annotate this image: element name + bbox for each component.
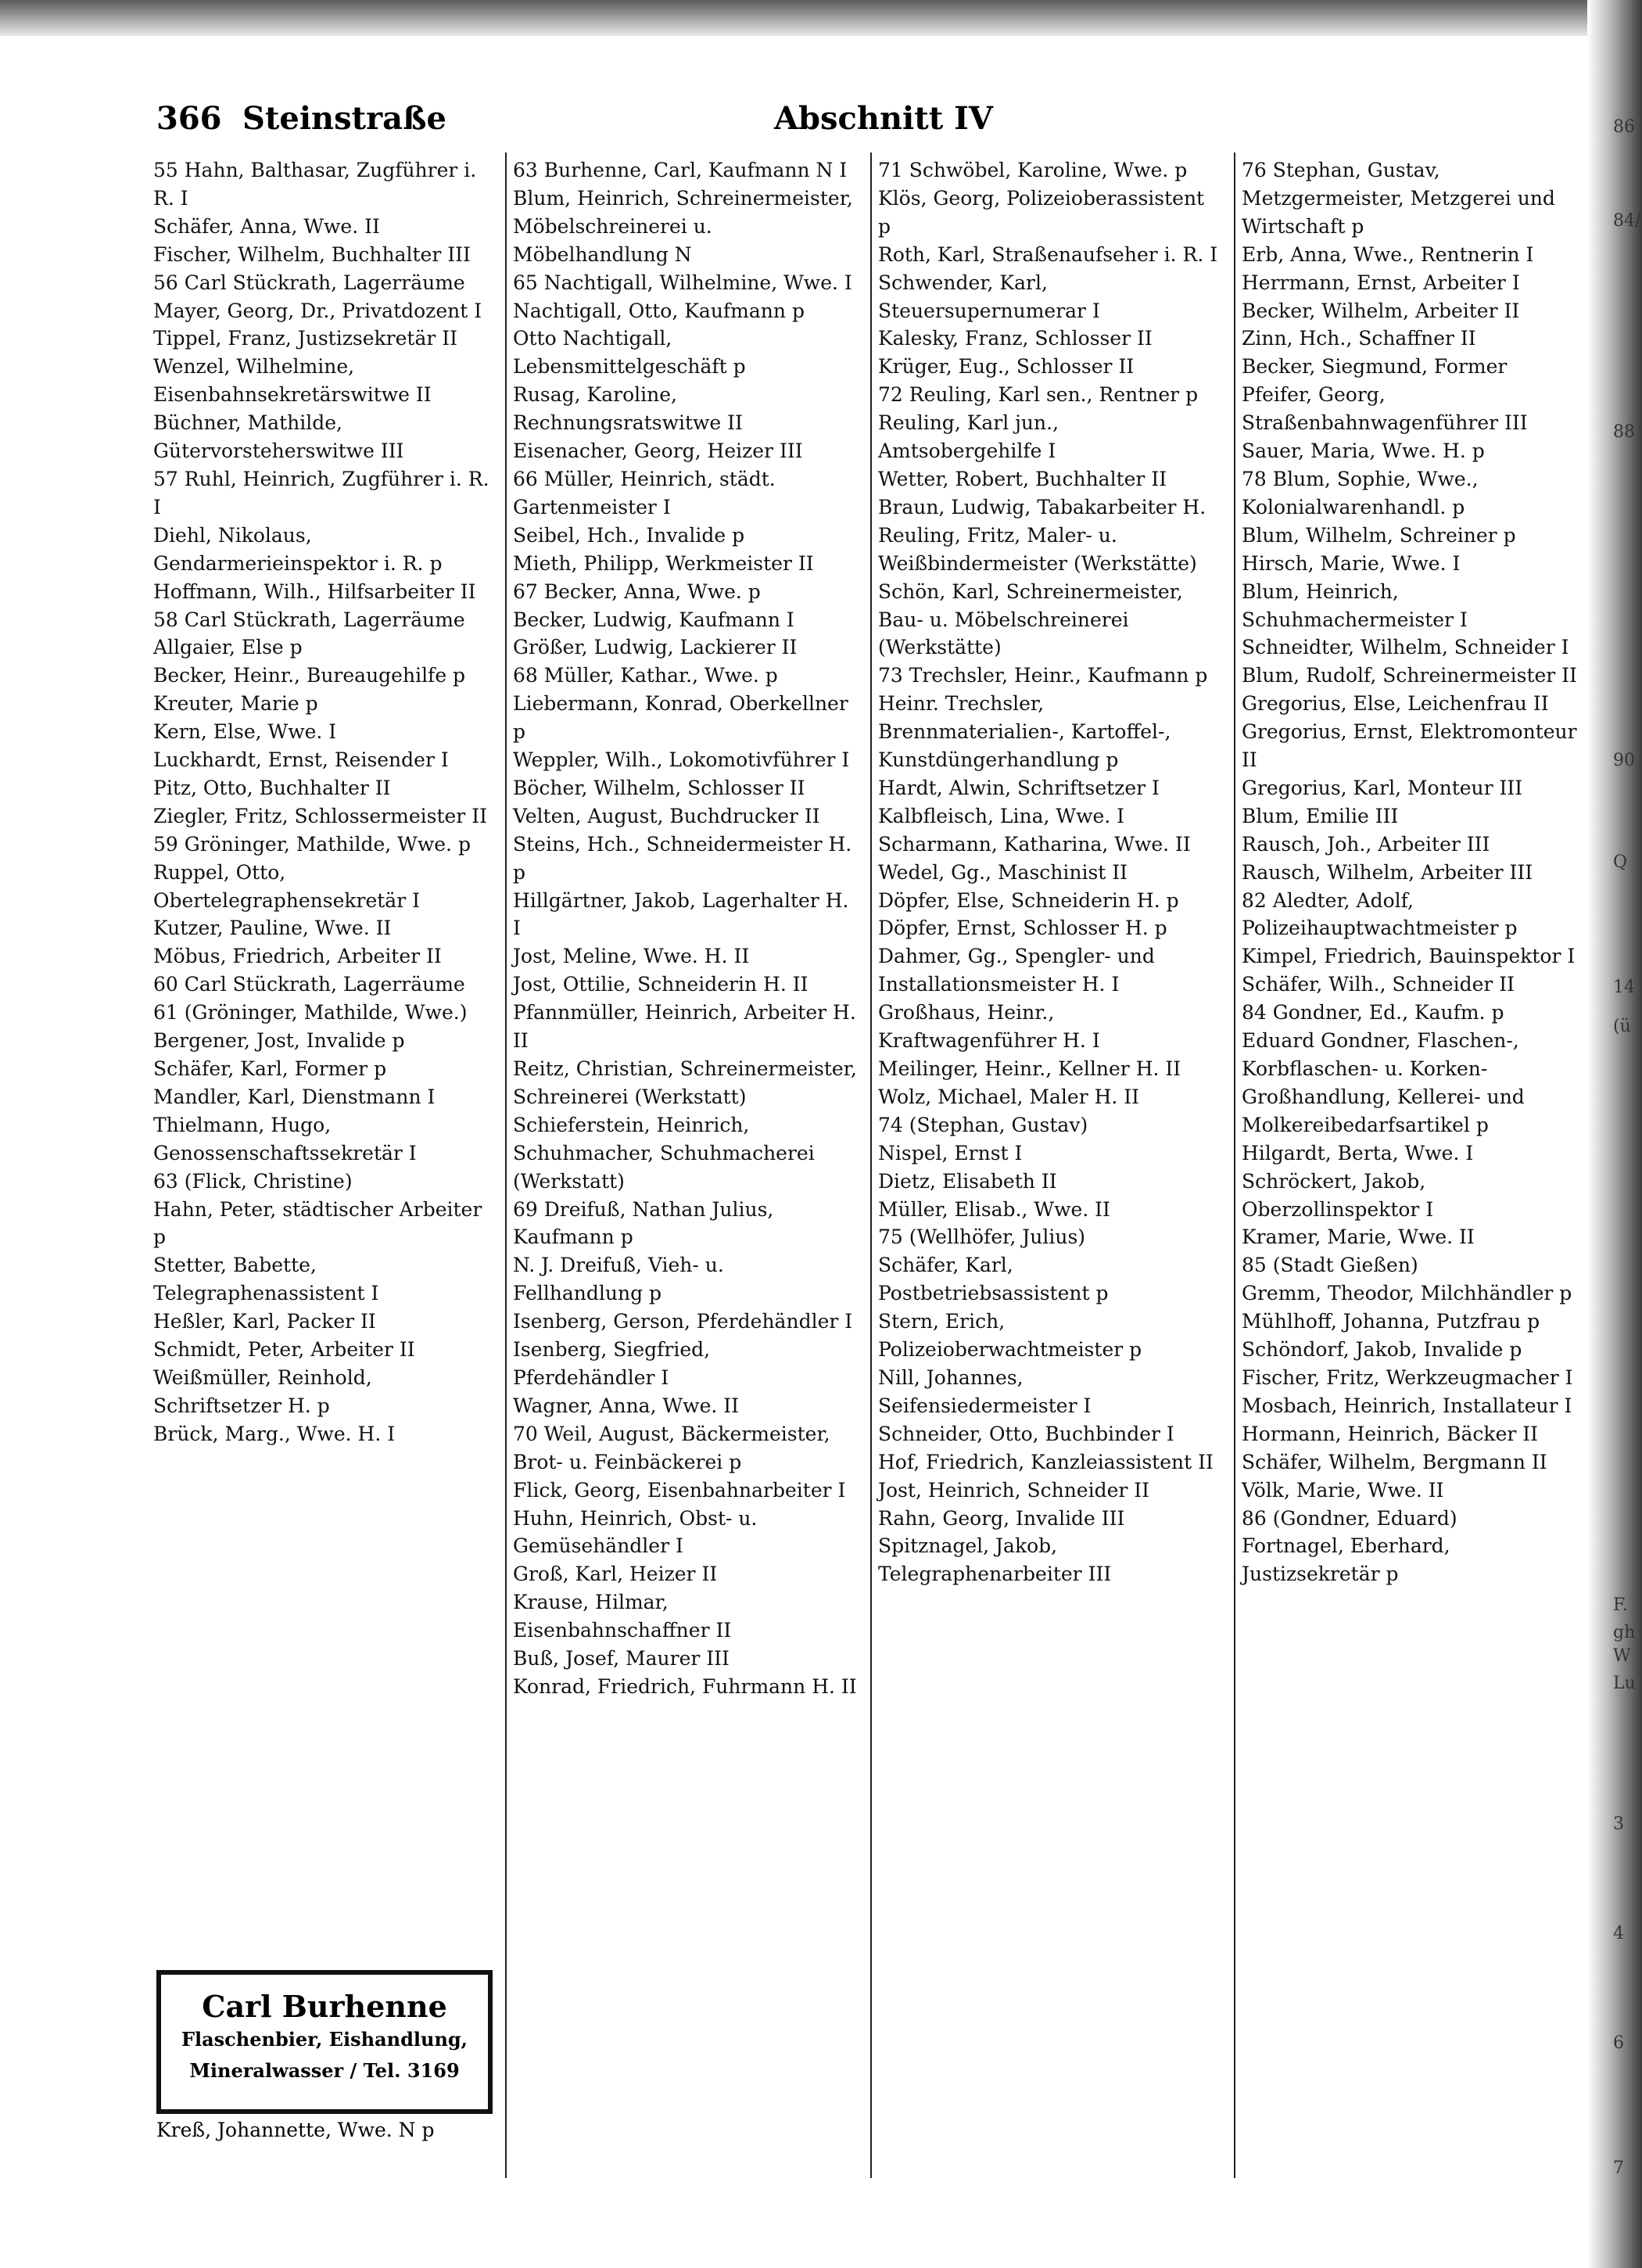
directory-entry: Tippel, Franz, Justizsekretär II [153, 327, 458, 350]
directory-entry: Zinn, Hch., Schaffner II [1242, 327, 1476, 350]
margin-fragment: (ü [1613, 1017, 1631, 1036]
directory-entry: Kimpel, Friedrich, Bauinspektor I [1242, 945, 1576, 968]
directory-entry: Liebermann, Konrad, Oberkellner p [513, 692, 848, 744]
directory-entry: Spitznagel, Jakob, Telegraphenarbeiter III [878, 1534, 1112, 1586]
directory-entry: Sauer, Maria, Wwe. H. p [1242, 440, 1485, 463]
directory-entry: Weißmüller, Reinhold, Schriftsetzer H. p [153, 1365, 372, 1417]
directory-entry: 74 (Stephan, Gustav) [878, 1113, 1088, 1136]
directory-entry: Schäfer, Anna, Wwe. II [153, 214, 380, 238]
ad-line-1: Flaschenbier, Eishandlung, [181, 2028, 468, 2051]
directory-entry: Otto Nachtigall, Lebensmittelgeschäft p [513, 327, 746, 379]
directory-entry: Hillgärtner, Jakob, Lagerhalter H. I [513, 888, 849, 940]
directory-entry: Jost, Meline, Wwe. H. II [513, 945, 750, 968]
margin-fragment: 86 [1613, 117, 1635, 137]
directory-entry: Isenberg, Siegfried, Pferdehändler I [513, 1338, 711, 1389]
directory-entry: Schäfer, Wilh., Schneider II [1242, 973, 1515, 996]
directory-entry: Blum, Wilhelm, Schreiner p [1242, 523, 1516, 547]
directory-entry: Krause, Hilmar, Eisenbahnschaffner II [513, 1591, 732, 1642]
directory-column-2 [513, 156, 857, 1701]
directory-entry: Flick, Georg, Eisenbahnarbeiter I [513, 1478, 846, 1502]
directory-entry: 76 Stephan, Gustav, Metzgermeister, Metzgerei und Wirtschaft p [1242, 159, 1555, 238]
directory-entry: Blum, Emilie III [1242, 804, 1399, 827]
advertisement-box [156, 1970, 493, 2114]
directory-entry: Bergener, Jost, Invalide p [153, 1029, 405, 1053]
directory-entry: Brück, Marg., Wwe. H. I [153, 1422, 396, 1445]
margin-fragment: W [1613, 1646, 1631, 1666]
directory-entry: Schäfer, Wilhelm, Bergmann II [1242, 1450, 1547, 1473]
directory-entry: Kalbfleisch, Lina, Wwe. I [878, 804, 1125, 827]
directory-entry: Ziegler, Fritz, Schlossermeister II [153, 804, 487, 827]
page-header [156, 100, 1228, 147]
directory-entry: Schöndorf, Jakob, Invalide p [1242, 1338, 1522, 1362]
directory-entry: Blum, Heinrich, Schreinermeister, Möbelschreinerei u. Möbelhandlung N [513, 186, 853, 266]
directory-entry: Thielmann, Hugo, Genossenschaftssekretär I [153, 1113, 417, 1165]
directory-entry: Erb, Anna, Wwe., Rentnerin I [1242, 242, 1534, 266]
directory-entry: N. J. Dreifuß, Vieh- u. Fellhandlung p [513, 1254, 724, 1305]
directory-entry: 78 Blum, Sophie, Wwe., Kolonialwarenhandl. p [1242, 467, 1479, 519]
directory-entry: Allgaier, Else p [153, 636, 303, 659]
directory-entry: Mieth, Philipp, Werkmeister II [513, 551, 814, 575]
directory-entry: Dahmer, Gg., Spengler- und Installationsmeister H. I [878, 945, 1155, 996]
directory-entry: Ruppel, Otto, Obertelegraphensekretär I [153, 860, 420, 912]
directory-entry: Büchner, Mathilde, Gütervorsteherswitwe III [153, 411, 404, 463]
directory-entry: Hof, Friedrich, Kanzleiassistent II [878, 1450, 1214, 1473]
directory-entry: Nispel, Ernst I [878, 1141, 1023, 1165]
directory-entry: Blum, Rudolf, Schreinermeister II [1242, 664, 1577, 687]
directory-entry: Eduard Gondner, Flaschen-, Korbflaschen- u. Korken-Großhandlung, Kellerei- und Molkereibedarfsartikel p [1242, 1029, 1525, 1136]
directory-entry: Mühlhoff, Johanna, Putzfrau p [1242, 1310, 1540, 1333]
directory-entry: 63 Burhenne, Carl, Kaufmann N I [513, 159, 848, 181]
directory-entry: 66 Müller, Heinrich, städt. Gartenmeister I [513, 467, 776, 519]
directory-entry: 61 (Gröninger, Mathilde, Wwe.) [153, 1001, 468, 1025]
directory-entry: Reitz, Christian, Schreinermeister, Schreinerei (Werkstatt) [513, 1057, 857, 1108]
directory-entry: 70 Weil, August, Bäckermeister, Brot- u. Feinbäckerei p [513, 1422, 830, 1473]
directory-entry: Kutzer, Pauline, Wwe. II [153, 917, 392, 940]
directory-entry: Eisenacher, Georg, Heizer III [513, 440, 803, 463]
directory-entry: Reuling, Fritz, Maler- u. Weißbindermeister (Werkstätte) [878, 523, 1197, 575]
directory-entry: Großhaus, Heinr., Kraftwagenführer H. I [878, 1001, 1100, 1053]
directory-entry: Diehl, Nikolaus, Gendarmerieinspektor i. R. p [153, 523, 443, 575]
margin-fragment: 4 [1613, 1924, 1624, 1943]
directory-entry: Schön, Karl, Schreinermeister, Bau- u. Möbelschreinerei (Werkstätte) [878, 580, 1183, 659]
directory-entry: Schäfer, Karl, Postbetriebsassistent p [878, 1254, 1109, 1305]
directory-entry: Braun, Ludwig, Tabakarbeiter H. [878, 495, 1206, 519]
directory-entry: Wolz, Michael, Maler H. II [878, 1085, 1140, 1108]
directory-entry: 60 Carl Stückrath, Lagerräume [153, 973, 465, 996]
margin-fragment: 7 [1613, 2159, 1624, 2178]
directory-entry: 82 Aledter, Adolf, Polizeihauptwachtmeister p [1242, 888, 1518, 940]
directory-entry: Nachtigall, Otto, Kaufmann p [513, 299, 805, 322]
directory-entry: Hoffmann, Wilh., Hilfsarbeiter II [153, 580, 476, 603]
directory-entry: 71 Schwöbel, Karoline, Wwe. p [878, 159, 1188, 181]
directory-entry: Gremm, Theodor, Milchhändler p [1242, 1282, 1572, 1305]
directory-entry: Schwender, Karl, Steuersupernumerar I [878, 271, 1100, 322]
directory-entry: Wenzel, Wilhelmine, Eisenbahnsekretärswitwe II [153, 355, 432, 407]
directory-entry: Hormann, Heinrich, Bäcker II [1242, 1422, 1539, 1445]
directory-entry: Völk, Marie, Wwe. II [1242, 1478, 1444, 1502]
directory-entry: Schieferstein, Heinrich, Schuhmacher, Schuhmacherei (Werkstatt) [513, 1113, 815, 1193]
directory-entry: Größer, Ludwig, Lackierer II [513, 636, 798, 659]
directory-entry: 63 (Flick, Christine) [153, 1169, 353, 1193]
directory-entry: 67 Becker, Anna, Wwe. p [513, 580, 761, 603]
directory-entry: Becker, Siegmund, Former [1242, 355, 1508, 379]
directory-entry: 58 Carl Stückrath, Lagerräume [153, 608, 465, 631]
directory-entry: 65 Nachtigall, Wilhelmine, Wwe. I [513, 271, 852, 294]
directory-entry: Klös, Georg, Polizeioberassistent p [878, 186, 1205, 238]
directory-entry: Wetter, Robert, Buchhalter II [878, 467, 1167, 490]
directory-entry: 85 (Stadt Gießen) [1242, 1254, 1418, 1277]
margin-fragment: 3 [1613, 1814, 1624, 1834]
directory-entry: Becker, Heinr., Bureaugehilfe p [153, 664, 466, 687]
directory-entry: Rusag, Karoline, Rechnungsratswitwe II [513, 383, 743, 435]
directory-entry: Kramer, Marie, Wwe. II [1242, 1226, 1475, 1249]
directory-entry: Rausch, Joh., Arbeiter III [1242, 832, 1490, 856]
directory-entry: Böcher, Wilhelm, Schlosser II [513, 776, 805, 799]
directory-entry: Weppler, Wilh., Lokomotivführer I [513, 748, 850, 772]
directory-entry: Schmidt, Peter, Arbeiter II [153, 1338, 415, 1362]
directory-entry: Möbus, Friedrich, Arbeiter II [153, 945, 442, 968]
directory-entry: Becker, Wilhelm, Arbeiter II [1242, 299, 1520, 322]
directory-entry: 55 Hahn, Balthasar, Zugführer i. R. I [153, 159, 477, 210]
directory-entry: Buß, Josef, Maurer III [513, 1647, 730, 1670]
margin-fragment: 88 [1613, 422, 1635, 442]
margin-fragment: F. [1613, 1595, 1628, 1615]
directory-entry: 68 Müller, Kathar., Wwe. p [513, 664, 778, 687]
directory-entry: Luckhardt, Ernst, Reisender I [153, 748, 449, 772]
column-divider [870, 153, 872, 2178]
street-name: Steinstraße [242, 100, 446, 137]
directory-entry: Steins, Hch., Schneidermeister H. p [513, 832, 852, 884]
margin-fragment: 84/ [1613, 211, 1641, 231]
directory-column-4 [1242, 156, 1586, 1588]
page-number: 366 [156, 100, 222, 137]
directory-entry: Reuling, Karl jun., Amtsobergehilfe I [878, 411, 1059, 463]
directory-entry: Nill, Johannes, Seifensiedermeister I [878, 1365, 1092, 1417]
directory-entry: Meilinger, Heinr., Kellner H. II [878, 1057, 1181, 1080]
directory-entry: Kalesky, Franz, Schlosser II [878, 327, 1153, 350]
directory-entry: Gregorius, Karl, Monteur III [1242, 776, 1523, 799]
directory-entry: 84 Gondner, Ed., Kaufm. p [1242, 1001, 1504, 1025]
directory-entry: Stern, Erich, Polizeioberwachtmeister p [878, 1310, 1142, 1362]
directory-entry: Kern, Else, Wwe. I [153, 720, 337, 744]
ad-company-name: Carl Burhenne [202, 1989, 447, 2024]
directory-entry: Heßler, Karl, Packer II [153, 1310, 376, 1333]
margin-fragment: 14 [1613, 978, 1635, 997]
directory-entry: Schröckert, Jakob, Oberzollinspektor I [1242, 1169, 1434, 1221]
directory-entry: 57 Ruhl, Heinrich, Zugführer i. R. I [153, 467, 489, 519]
margin-fragment: Q [1613, 852, 1628, 872]
directory-entry: Groß, Karl, Heizer II [513, 1563, 718, 1586]
directory-entry: Heinr. Trechsler, Brennmaterialien-, Kartoffel-, Kunstdüngerhandlung p [878, 692, 1171, 772]
directory-entry: Hilgardt, Berta, Wwe. I [1242, 1141, 1474, 1165]
directory-entry: Schneider, Otto, Buchbinder I [878, 1422, 1174, 1445]
directory-entry: Roth, Karl, Straßenaufseher i. R. I [878, 242, 1218, 266]
directory-entry: Schneidter, Wilhelm, Schneider I [1242, 636, 1569, 659]
directory-entry: Mandler, Karl, Dienstmann I [153, 1085, 436, 1108]
directory-entry: Mosbach, Heinrich, Installateur I [1242, 1394, 1572, 1417]
ad-line-2: Mineralwasser / Tel. 3169 [189, 2059, 460, 2082]
directory-entry: Gregorius, Ernst, Elektromonteur II [1242, 720, 1577, 772]
page-top-edge [0, 0, 1642, 36]
directory-entry: Krüger, Eug., Schlosser II [878, 355, 1135, 379]
directory-entry: Velten, August, Buchdrucker II [513, 804, 820, 827]
directory-entry: 59 Gröninger, Mathilde, Wwe. p [153, 832, 471, 856]
column-divider [505, 153, 507, 2178]
directory-entry: Pfeifer, Georg, Straßenbahnwagenführer III [1242, 383, 1528, 435]
directory-entry: Hardt, Alwin, Schriftsetzer I [878, 776, 1160, 799]
directory-entry: Rausch, Wilhelm, Arbeiter III [1242, 860, 1533, 884]
directory-entry: Seibel, Hch., Invalide p [513, 523, 745, 547]
directory-entry: Herrmann, Ernst, Arbeiter I [1242, 271, 1520, 294]
directory-entry: Scharmann, Katharina, Wwe. II [878, 832, 1191, 856]
directory-entry: Pfannmüller, Heinrich, Arbeiter H. II [513, 1001, 856, 1053]
directory-entry: Stetter, Babette, Telegraphenassistent I [153, 1254, 379, 1305]
directory-entry: Blum, Heinrich, Schuhmachermeister I [1242, 580, 1468, 631]
directory-entry: Rahn, Georg, Invalide III [878, 1506, 1125, 1530]
directory-entry: Fischer, Wilhelm, Buchhalter III [153, 242, 471, 266]
directory-entry: Schäfer, Karl, Former p [153, 1057, 387, 1080]
directory-entry: Mayer, Georg, Dr., Privatdozent I [153, 299, 482, 322]
margin-fragment: Lu [1613, 1674, 1636, 1693]
directory-column-1 [153, 156, 497, 1448]
directory-entry: Döpfer, Else, Schneiderin H. p [878, 888, 1179, 912]
directory-entry: Jost, Heinrich, Schneider II [878, 1478, 1150, 1502]
directory-entry: Fischer, Fritz, Werkzeugmacher I [1242, 1365, 1573, 1389]
directory-entry: Jost, Ottilie, Schneiderin H. II [513, 973, 808, 996]
directory-entry: 75 (Wellhöfer, Julius) [878, 1226, 1086, 1249]
section-title: Abschnitt IV [774, 100, 993, 137]
directory-column-3 [878, 156, 1222, 1588]
directory-entry: Hahn, Peter, städtischer Arbeiter p [153, 1197, 482, 1249]
directory-entry: Döpfer, Ernst, Schlosser H. p [878, 917, 1167, 940]
directory-entry: 69 Dreifuß, Nathan Julius, Kaufmann p [513, 1197, 774, 1249]
margin-fragment: 6 [1613, 2033, 1624, 2053]
directory-entry: Pitz, Otto, Buchhalter II [153, 776, 391, 799]
directory-entry: Wagner, Anna, Wwe. II [513, 1394, 740, 1417]
directory-entry: Wedel, Gg., Maschinist II [878, 860, 1128, 884]
directory-entry: 86 (Gondner, Eduard) [1242, 1506, 1457, 1530]
directory-entry: Becker, Ludwig, Kaufmann I [513, 608, 794, 631]
margin-fragment: gh [1613, 1623, 1636, 1642]
directory-entry: Dietz, Elisabeth II [878, 1169, 1057, 1193]
directory-entry: 72 Reuling, Karl sen., Rentner p [878, 383, 1199, 407]
directory-entry: Kreß, Johannette, Wwe. N p [156, 2119, 435, 2141]
directory-entry: Fortnagel, Eberhard, Justizsekretär p [1242, 1534, 1450, 1586]
directory-entry: Müller, Elisab., Wwe. II [878, 1197, 1110, 1221]
directory-entry: Gregorius, Else, Leichenfrau II [1242, 692, 1549, 716]
directory-entry: 56 Carl Stückrath, Lagerräume [153, 271, 465, 294]
column-divider [1234, 153, 1235, 2178]
directory-entry: 73 Trechsler, Heinr., Kaufmann p [878, 664, 1208, 687]
directory-entry: Isenberg, Gerson, Pferdehändler I [513, 1310, 853, 1333]
directory-entry: Konrad, Friedrich, Fuhrmann H. II [513, 1674, 857, 1698]
margin-fragment: 90 [1613, 751, 1635, 770]
directory-entry: Huhn, Heinrich, Obst- u. Gemüsehändler I [513, 1506, 758, 1558]
directory-entry: Kreuter, Marie p [153, 692, 318, 716]
directory-entry: Hirsch, Marie, Wwe. I [1242, 551, 1461, 575]
